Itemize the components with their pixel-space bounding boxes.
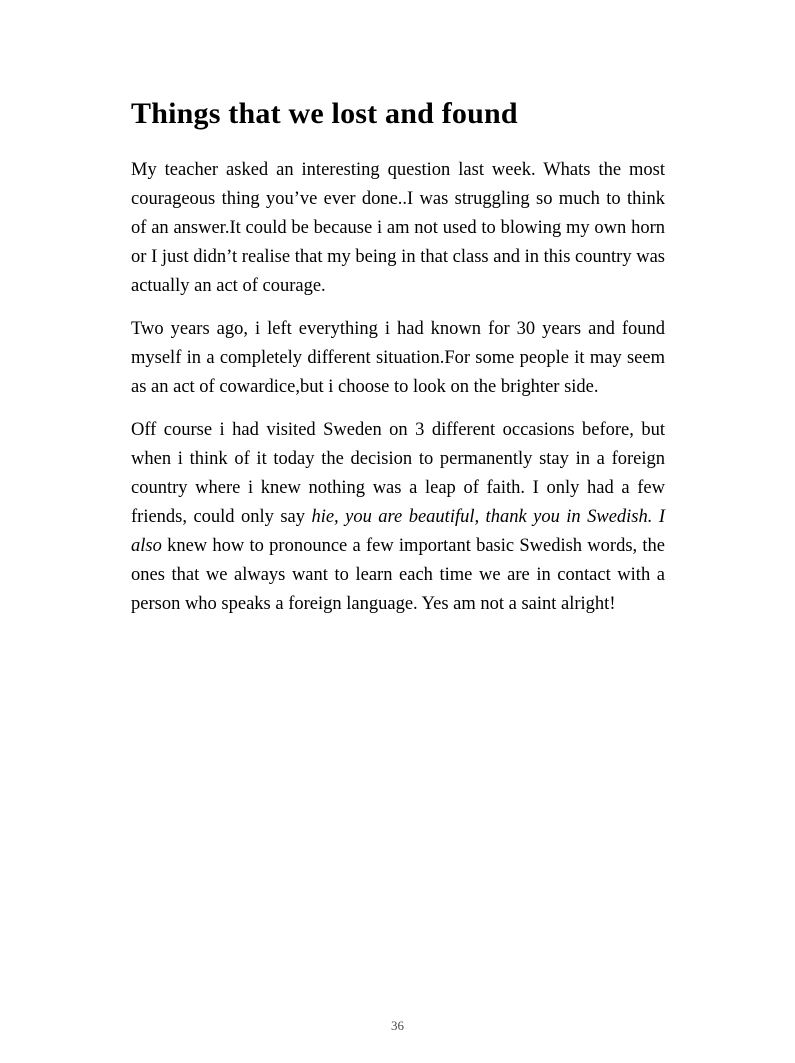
paragraph-3-italic-phrase: hie, you are beautiful, thank you in Swedish. I also xyxy=(131,507,665,556)
paragraph-1: My teacher asked an interesting question last week. Whats the most courageous thing you’ve ever done..I was struggling so much to think of an answer.It could be because i am not used to blowing my own horn or I just didn’t realise that my being in that class and in this country was actually an act of courage. xyxy=(131,160,665,296)
paragraph-3-lead: Off course i had visited Sweden on 3 different occasions before, but when i think of it today the decision to permanently stay in a foreign country where i knew nothing was a leap of faith. I only had a few friends, could only say xyxy=(131,420,665,527)
paragraph-2: Two years ago, i left everything i had known for 30 years and found myself in a completely different situation.For some people it may seem as an act of cowardice,but i choose to look on the brighter side. xyxy=(131,319,665,397)
page-number: 36 xyxy=(391,1018,404,1033)
text-column xyxy=(131,96,665,619)
paragraph-3 xyxy=(131,416,665,619)
paragraph-3-tail: knew how to pronounce a few important basic Swedish words, the ones that we always want to learn each time we are in contact with a person who speaks a foreign language. Yes am not a saint alright! xyxy=(131,536,665,614)
page-title: Things that we lost and found xyxy=(131,97,518,130)
